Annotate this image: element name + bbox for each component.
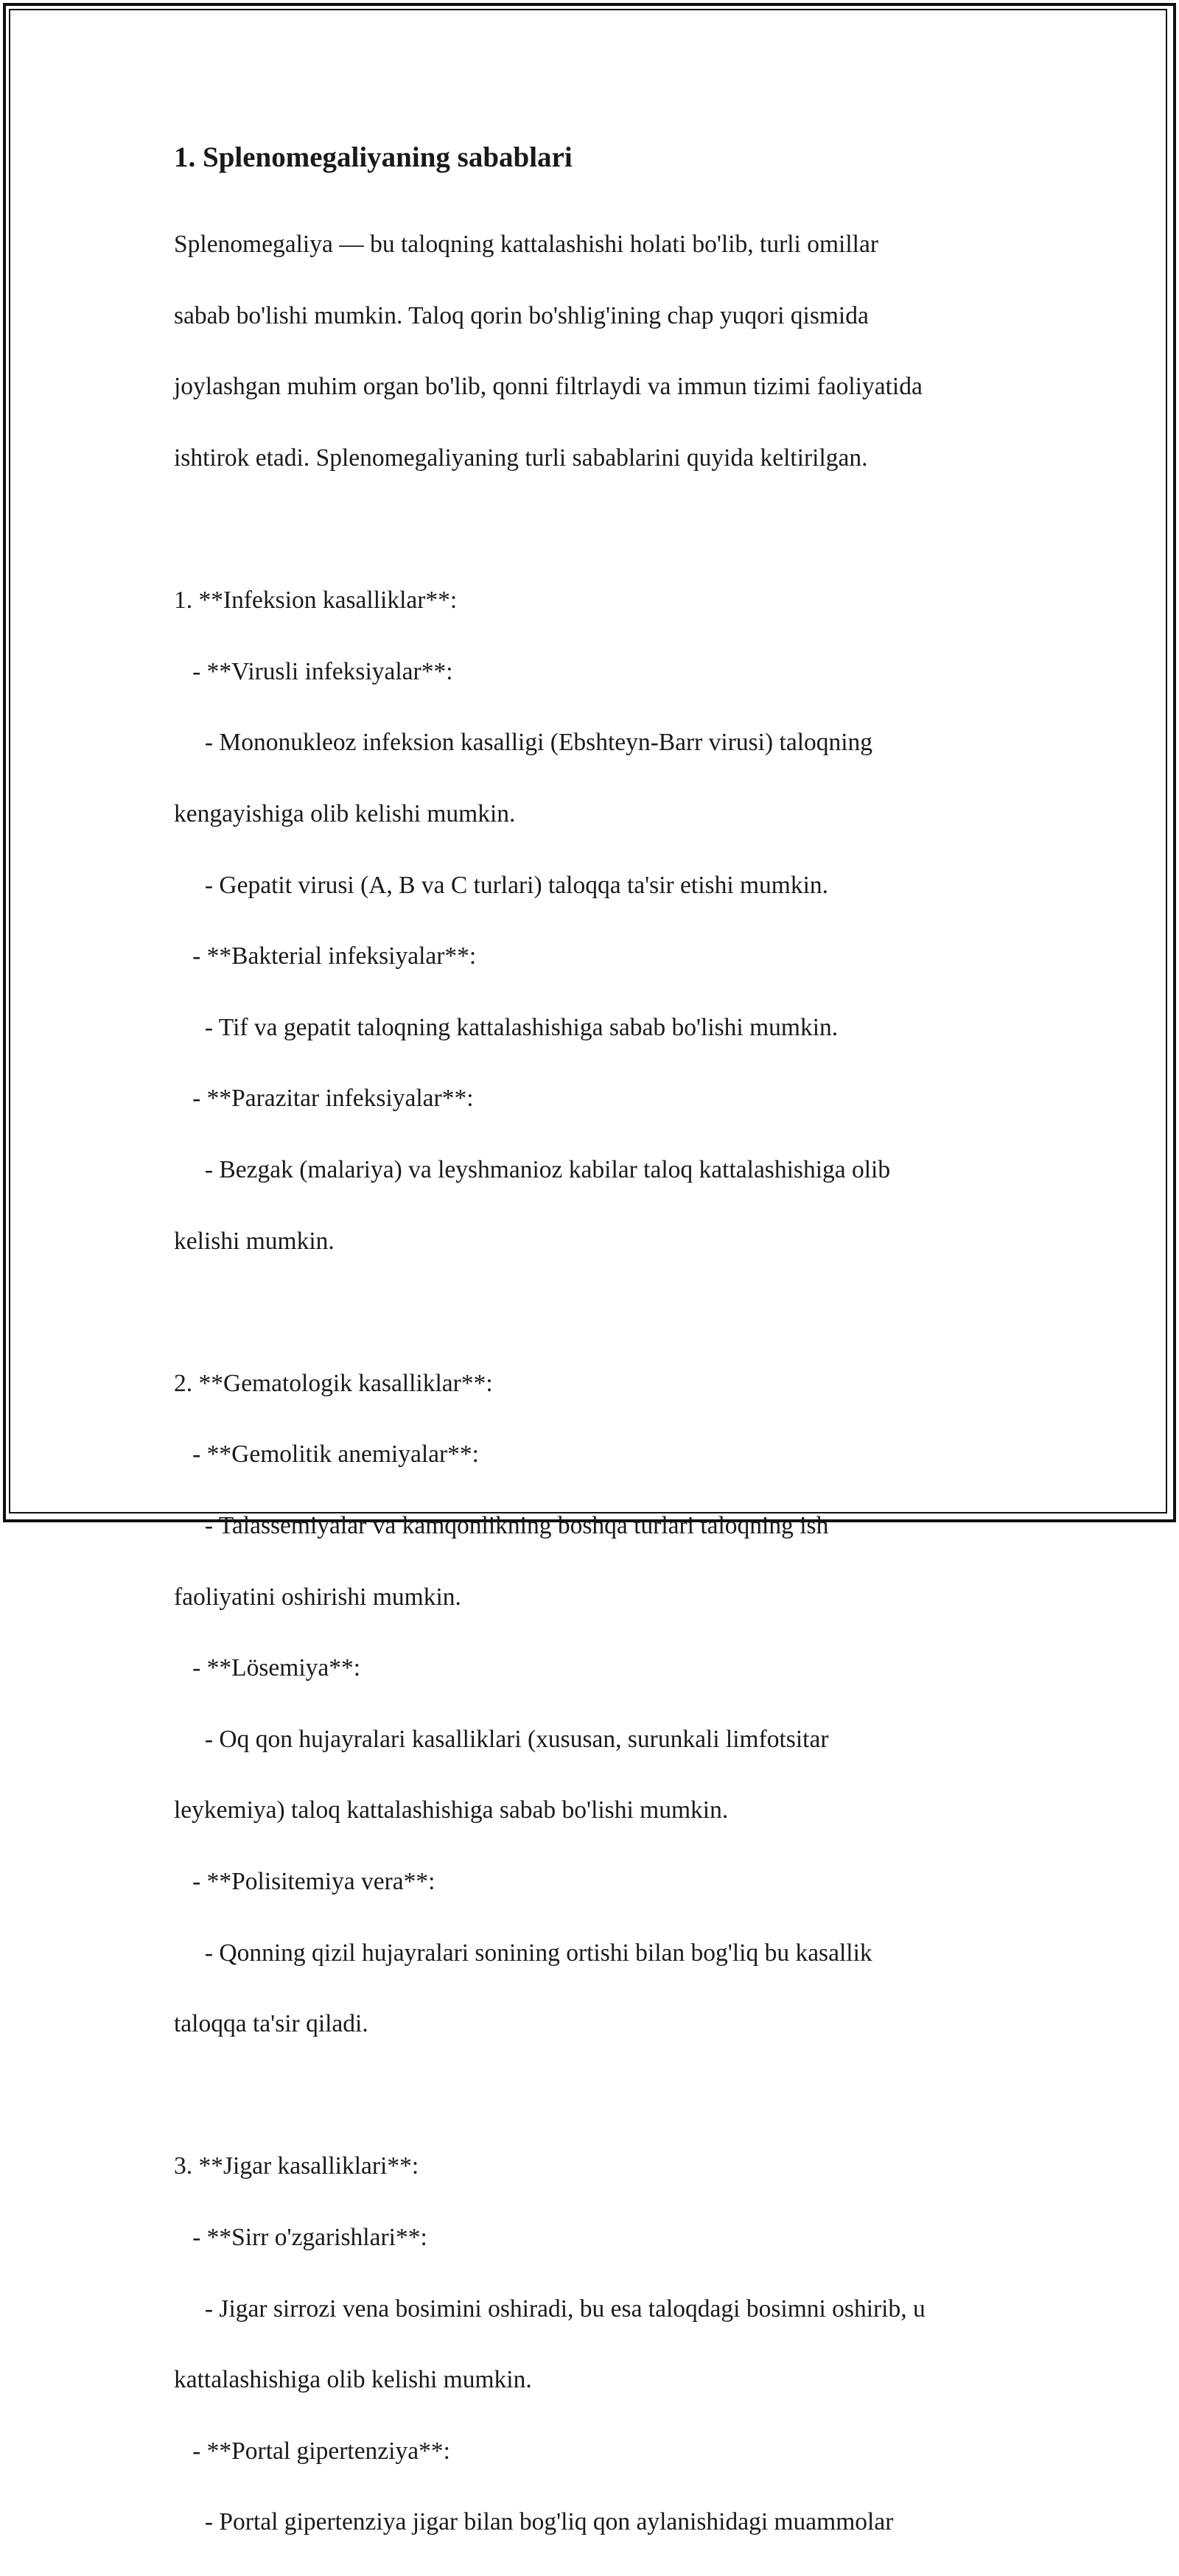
text-line: joylashgan muhim organ bo'lib, qonni filtrlaydi va immun tizimi faoliyatida — [174, 373, 923, 401]
list-subheading: - **Bakterial infeksiyalar**: — [174, 942, 477, 970]
list-item: - Bezgak (malariya) va leyshmanioz kabilar taloq kattalashishiga olib — [174, 1156, 891, 1184]
text-line: sabab bo'lishi mumkin. Taloq qorin bo'shlig'ining chap yuqori qismida — [174, 301, 869, 329]
list-item: - Talassemiyalar va kamqonlikning boshqa turlari taloqning ish — [174, 1511, 829, 1539]
list-item: - Jigar sirrozi vena bosimini oshiradi, bu esa taloqdagi bosimni oshirib, u — [174, 2295, 926, 2323]
list-item: - Portal gipertenziya jigar bilan bog'liq qon aylanishidagi muammolar — [174, 2508, 894, 2536]
list-item-continuation: kelishi mumkin. — [174, 1227, 335, 1255]
list-item-continuation: leykemiya) taloq kattalashishiga sabab bo'lishi mumkin. — [174, 1796, 729, 1824]
document-body — [174, 140, 1007, 2576]
text-line: Splenomegaliya — bu taloqning kattalashishi holati bo'lib, turli omillar — [174, 231, 878, 259]
list-item: - Gepatit virusi (A, B va C turlari) taloqqa ta'sir etishi mumkin. — [174, 871, 829, 899]
list-item-continuation: kattalashishiga olib kelishi mumkin. — [174, 2366, 532, 2394]
list-subheading: - **Virusli infeksiyalar**: — [174, 657, 453, 685]
list-subheading: - **Parazitar infeksiyalar**: — [174, 1085, 474, 1113]
list-subheading: - **Gemolitik anemiyalar**: — [174, 1441, 479, 1469]
list-section-liver — [174, 2113, 1007, 2576]
list-subheading: - **Lösemiya**: — [174, 1654, 361, 1682]
list-subheading: - **Polisitemiya vera**: — [174, 1867, 435, 1895]
list-subheading: - **Sirr o'zgarishlari**: — [174, 2223, 427, 2251]
text-line: ishtirok etadi. Splenomegaliyaning turli sabablarini quyida keltirilgan. — [174, 444, 868, 472]
list-section-infections — [174, 547, 1007, 1295]
list-item: - Qonning qizil hujayralari sonining ortishi bilan bog'liq bu kasallik — [174, 1939, 872, 1967]
blank-line — [174, 2078, 1007, 2113]
list-heading: 1. **Infeksion kasalliklar**: — [174, 587, 458, 615]
list-subheading: - **Portal gipertenziya**: — [174, 2437, 450, 2465]
list-section-hematology — [174, 1331, 1007, 2078]
blank-line — [174, 512, 1007, 547]
list-heading: 2. **Gematologik kasalliklar**: — [174, 1369, 493, 1397]
intro-paragraph — [174, 192, 1007, 512]
section-heading: 1. Splenomegaliyaning sabablari — [174, 141, 573, 173]
list-item-continuation: kengayishiga olib kelishi mumkin. — [174, 800, 516, 828]
list-item: - Tif va gepatit taloqning kattalashishiga sabab bo'lishi mumkin. — [174, 1013, 839, 1041]
blank-line — [174, 1295, 1007, 1330]
list-heading: 3. **Jigar kasalliklari**: — [174, 2152, 419, 2180]
list-item-continuation: taloqqa ta'sir qiladi. — [174, 2010, 368, 2038]
list-item: - Oq qon hujayralari kasalliklari (xususan, surunkali limfotsitar — [174, 1725, 829, 1753]
list-item-continuation: faoliyatini oshirishi mumkin. — [174, 1583, 461, 1611]
list-item: - Mononukleoz infeksion kasalligi (Ebshteyn-Barr virusi) taloqning — [174, 729, 873, 757]
